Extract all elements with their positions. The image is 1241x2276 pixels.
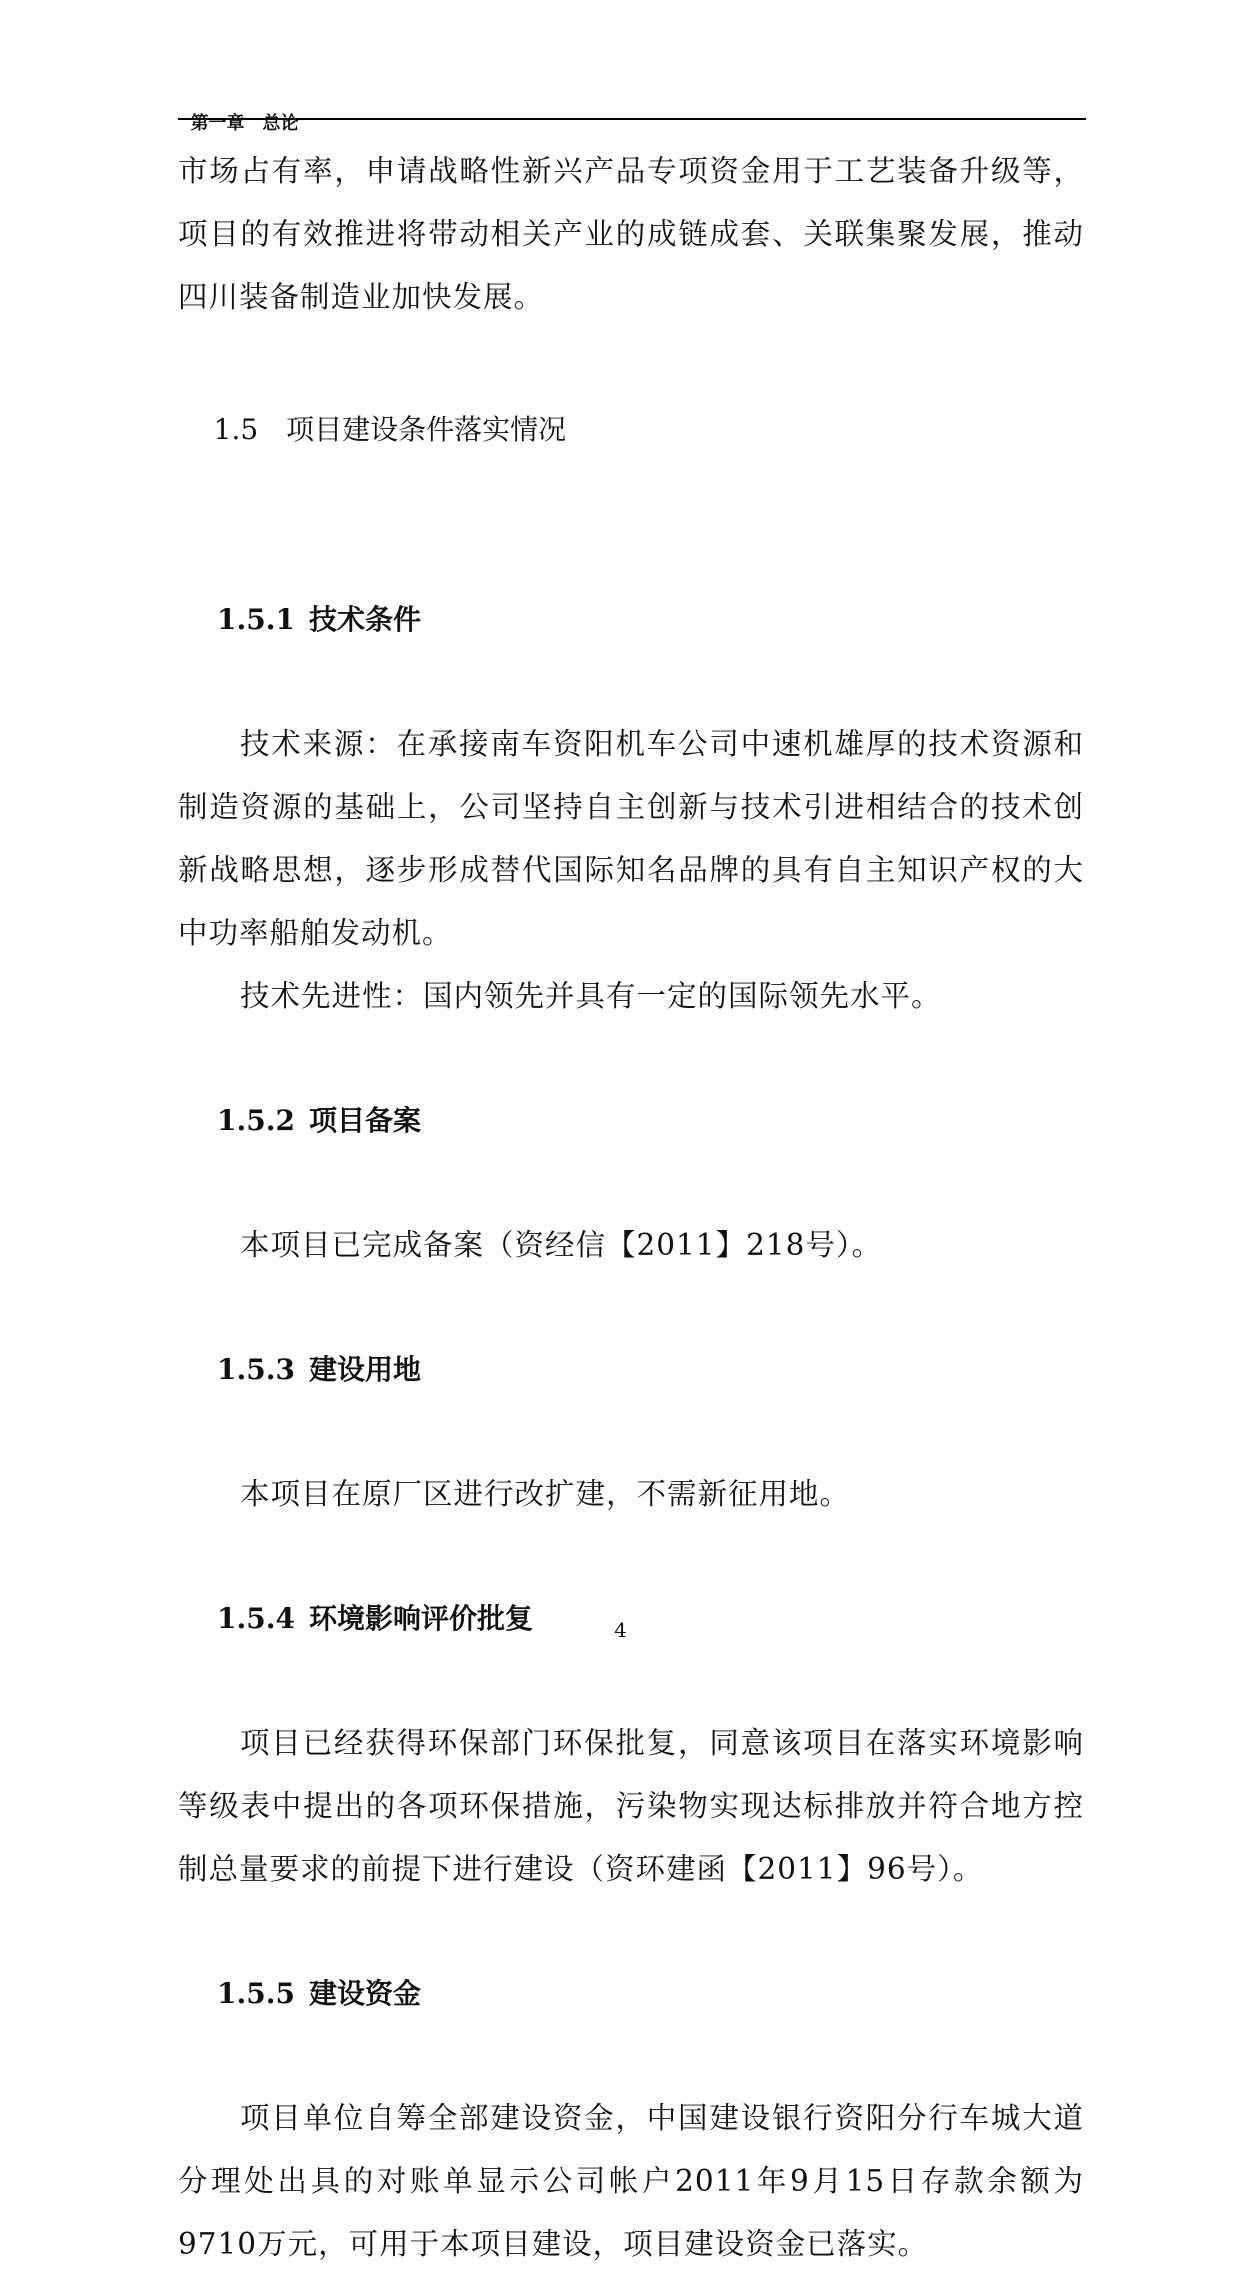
subsection-number: 1.5.5 xyxy=(217,1977,295,2010)
section-title: 项目建设条件落实情况 xyxy=(286,413,567,446)
subsection-heading-1-5-3 xyxy=(178,1277,1084,1463)
intro-paragraph: 市场占有率，申请战略性新兴产品专项资金用于工艺装备升级等，项目的有效推进将带动相关产业的成链成套、关联集聚发展，推动四川装备制造业加快发展。 xyxy=(178,154,1084,314)
subsection-title: 建设用地 xyxy=(309,1353,422,1386)
section-number: 1.5 xyxy=(213,413,259,446)
environmental-approval-paragraph: 项目已经获得环保部门环保批复，同意该项目在落实环境影响等级表中提出的各项环保措施，污染物实现达标排放并符合地方控制总量要求的前提下进行建设（资环建函【2011】96号）。 xyxy=(178,1726,1084,1886)
subsection-number: 1.5.3 xyxy=(217,1353,295,1386)
chapter-title: 第一章 总论 xyxy=(190,113,299,134)
subsection-number: 1.5.2 xyxy=(217,1104,295,1137)
subsection-heading-1-5-2 xyxy=(178,1028,1084,1214)
subsection-heading-1-5-1 xyxy=(178,527,1084,713)
subsection-number: 1.5.4 xyxy=(217,1602,295,1635)
technical-advancement-paragraph: 技术先进性：国内领先并具有一定的国际领先水平。 xyxy=(240,979,942,1013)
technical-source-paragraph: 技术来源：在承接南车资阳机车公司中速机雄厚的技术资源和制造资源的基础上，公司坚持自主创新与技术引进相结合的技术创新战略思想，逐步形成替代国际知名品牌的具有自主知识产权的大中功率船舶发动机。 xyxy=(178,727,1084,950)
subsection-title: 技术条件 xyxy=(309,603,422,636)
construction-land-paragraph: 本项目在原厂区进行改扩建，不需新征用地。 xyxy=(240,1477,851,1511)
project-filing-paragraph: 本项目已完成备案（资经信【2011】218号）。 xyxy=(240,1228,883,1262)
subsection-heading-1-5-5 xyxy=(178,1901,1084,2087)
running-header xyxy=(178,88,1086,134)
subsection-title: 项目备案 xyxy=(309,1104,422,1137)
construction-funds-paragraph: 项目单位自筹全部建设资金，中国建设银行资阳分行车城大道分理处出具的对账单显示公司帐户2011年9月15日存款余额为9710万元，可用于本项目建设，项目建设资金已落实。 xyxy=(178,2101,1084,2261)
section-heading-1-5 xyxy=(178,337,1084,523)
subsection-title: 环境影响评价批复 xyxy=(309,1602,534,1635)
page-number: 4 xyxy=(614,1618,627,1642)
subsection-title: 建设资金 xyxy=(309,1977,422,2010)
subsection-number: 1.5.1 xyxy=(217,603,295,636)
page-body xyxy=(178,140,1084,2276)
